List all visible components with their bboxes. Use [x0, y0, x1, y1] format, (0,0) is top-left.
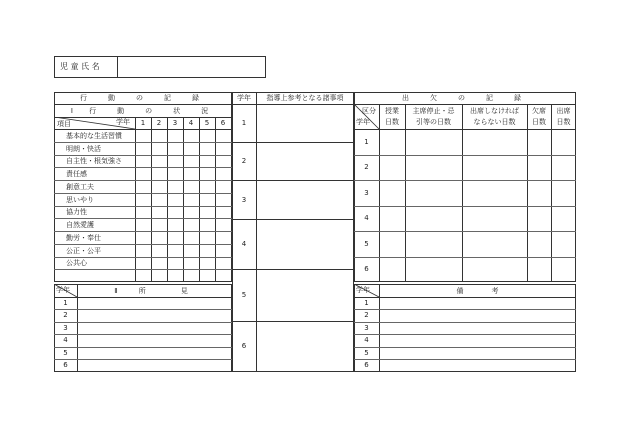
- findings-header: Ⅱ 所 見: [114, 287, 195, 295]
- attendance-col-classdays-1: 授業: [385, 107, 399, 115]
- remarks-grade-2: 2: [241, 157, 247, 165]
- remarks-grade-5: 5: [241, 291, 247, 299]
- name-label: 児 童 氏 名: [60, 62, 100, 71]
- attendance-grade-5: 5: [364, 240, 369, 248]
- notes-grade-4: 4: [364, 336, 369, 344]
- attendance-grade-4: 4: [364, 214, 369, 222]
- notes-grade-2: 2: [364, 311, 369, 319]
- findings-grade-5: 5: [63, 349, 68, 357]
- behavior-grade-1: 1: [140, 119, 146, 127]
- notes-grade-1: 1: [364, 299, 369, 307]
- behavior-grade-5: 5: [204, 119, 210, 127]
- behavior-item-3: 自主性・根気強さ: [66, 157, 122, 165]
- notes-header: 備 考: [456, 287, 499, 295]
- name-field[interactable]: [119, 58, 264, 76]
- notes-grade-6: 6: [364, 361, 369, 369]
- notes-grade-3: 3: [364, 324, 369, 332]
- attendance-col-suspension-2: 引等の日数: [416, 118, 451, 126]
- attendance-header: 出 欠 の 記 録: [402, 94, 528, 102]
- behavior-grade-6: 6: [220, 119, 226, 127]
- attendance-col-required-2: ならない日数: [473, 118, 516, 126]
- attendance-grade-1: 1: [364, 138, 369, 146]
- behavior-item-4: 責任感: [66, 170, 87, 178]
- behavior-item-7: 協力性: [66, 208, 87, 216]
- remarks-grade-1: 1: [241, 119, 247, 127]
- behavior-subheader: Ⅰ 行 動 の 状 況: [70, 107, 216, 115]
- attendance-grade-2: 2: [364, 163, 369, 171]
- behavior-grade-4: 4: [188, 119, 194, 127]
- attendance-col-suspension-1: 主席停止・忌: [412, 107, 455, 115]
- behavior-header: 行 動 の 記 録: [80, 94, 206, 102]
- remarks-table: [232, 92, 354, 372]
- behavior-col-grade: 学年: [116, 118, 130, 126]
- findings-grade-6: 6: [63, 361, 68, 369]
- attendance-col-grade: 学年: [356, 118, 370, 126]
- behavior-col-item: 項目: [57, 120, 71, 128]
- findings-grade-3: 3: [63, 324, 68, 332]
- attendance-col-present-1: 出席: [556, 107, 571, 115]
- behavior-item-8: 自然愛護: [66, 221, 94, 229]
- name-divider: [117, 56, 118, 78]
- attendance-col-absent-2: 日数: [532, 118, 546, 126]
- behavior-grade-2: 2: [156, 119, 162, 127]
- behavior-item-2: 明朗・快活: [66, 145, 101, 153]
- attendance-col-classdays-2: 日数: [385, 118, 399, 126]
- notes-grade-label: 学年: [356, 286, 370, 294]
- findings-grade-4: 4: [63, 336, 68, 344]
- behavior-item-5: 創意工夫: [66, 183, 94, 191]
- attendance-col-required-1: 出席しなければ: [470, 107, 519, 115]
- remarks-grade-label: 学年: [237, 94, 251, 102]
- attendance-col-absent-1: 欠席: [532, 107, 546, 115]
- behavior-item-6: 思いやり: [66, 196, 94, 204]
- remarks-header: 指導上参考となる諸事項: [266, 94, 344, 102]
- attendance-grade-3: 3: [364, 189, 369, 197]
- attendance-col-kubun: 区分: [362, 107, 376, 115]
- behavior-item-9: 勤労・奉仕: [66, 234, 101, 242]
- findings-grade-2: 2: [63, 311, 68, 319]
- notes-grade-5: 5: [364, 349, 369, 357]
- findings-grade-label: 学年: [56, 286, 70, 294]
- remarks-grade-4: 4: [241, 240, 247, 248]
- remarks-grade-3: 3: [241, 196, 247, 204]
- attendance-grade-6: 6: [364, 265, 369, 273]
- behavior-item-10: 公正・公平: [66, 247, 101, 255]
- behavior-grade-3: 3: [172, 119, 178, 127]
- attendance-col-present-2: 日数: [556, 118, 571, 126]
- findings-grade-1: 1: [63, 299, 68, 307]
- behavior-item-11: 公共心: [66, 259, 87, 267]
- behavior-item-1: 基本的な生活習慣: [66, 132, 122, 140]
- remarks-grade-6: 6: [241, 342, 247, 350]
